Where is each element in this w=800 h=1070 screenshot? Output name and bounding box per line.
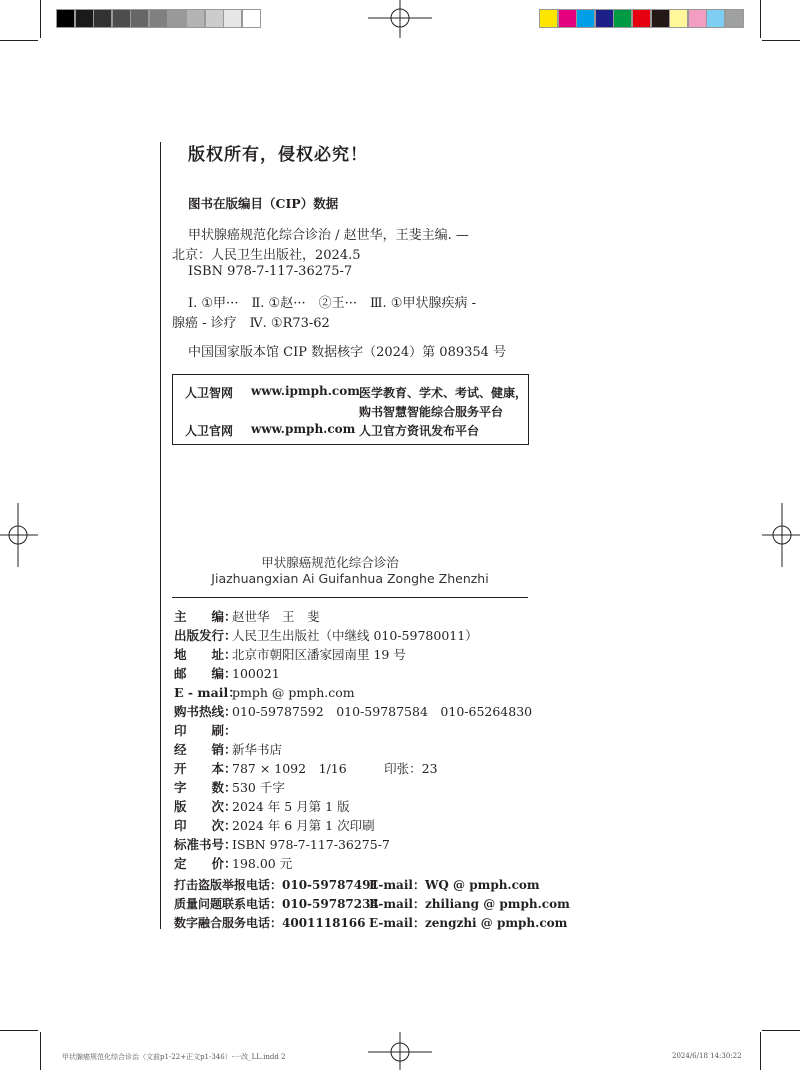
crop-mark-top-left-v	[40, 0, 41, 38]
color-swatch	[558, 9, 577, 28]
gray-swatch	[112, 9, 131, 28]
crop-mark-top-left-h	[0, 40, 38, 41]
detail-row	[174, 664, 280, 682]
title-divider	[172, 597, 528, 598]
detail-label: 印 次：	[174, 818, 237, 833]
detail-row	[174, 854, 292, 872]
color-swatch	[706, 9, 725, 28]
detail-row	[174, 721, 237, 739]
color-swatch	[576, 9, 595, 28]
gray-swatch	[168, 9, 187, 28]
registration-mark-bottom-icon	[368, 1032, 432, 1070]
crop-mark-bottom-right-v	[760, 1032, 761, 1070]
gray-swatch	[205, 9, 224, 28]
service-desc: 医学教育、学术、考试、健康，	[359, 386, 528, 400]
crop-mark-top-right-h	[762, 40, 800, 41]
detail-row	[174, 645, 406, 663]
detail-row	[174, 778, 285, 796]
detail-label: 定 价：	[174, 856, 237, 871]
contact-phone: 打击盗版举报电话：010-59787491	[174, 878, 379, 892]
detail-label: 版 次：	[174, 799, 237, 814]
rights-notice: 版权所有，侵权必究！	[188, 145, 368, 165]
cip-line: 甲状腺癌规范化综合诊治 / 赵世华，王斐主编. —	[188, 228, 469, 243]
gray-swatch	[186, 9, 205, 28]
detail-value: 787 × 1092 1/16 印张：23	[232, 761, 438, 776]
contact-row	[174, 914, 568, 931]
cip-line: 北京：人民卫生出版社，2024.5	[172, 248, 361, 263]
contact-email: E-mail：zengzhi @ pmph.com	[369, 916, 568, 930]
detail-row	[174, 740, 282, 758]
detail-label: 出版发行：	[174, 628, 237, 643]
service-desc: 购书智慧智能综合服务平台	[359, 405, 504, 419]
gray-swatch	[242, 9, 261, 28]
color-swatch	[651, 9, 670, 28]
detail-row	[174, 702, 532, 720]
detail-value: 100021	[232, 666, 280, 681]
margin-rule	[160, 142, 161, 929]
cip-heading: 图书在版编目（CIP）数据	[188, 196, 339, 211]
detail-label: 邮 编：	[174, 666, 237, 681]
detail-row	[174, 816, 375, 834]
registration-mark-top-icon	[368, 0, 432, 38]
service-name: 人卫官网	[185, 424, 234, 438]
detail-label: 主 编：	[174, 609, 237, 624]
service-info-box	[172, 374, 529, 445]
book-title-pinyin: Jiazhuangxian Ai Guifanhua Zonghe Zhenzhi	[211, 571, 489, 586]
gray-swatch	[56, 9, 75, 28]
slug-timestamp: 2024/6/18 14:30:22	[672, 1052, 742, 1060]
crop-mark-top-right-v	[760, 0, 761, 38]
gray-swatch	[75, 9, 94, 28]
color-swatch	[725, 9, 744, 28]
color-swatch	[669, 9, 688, 28]
crop-mark-bottom-left-v	[40, 1032, 41, 1070]
detail-row	[174, 835, 390, 853]
detail-label: 购书热线：	[174, 704, 237, 719]
contact-email: E-mail：zhiliang @ pmph.com	[369, 897, 570, 911]
color-swatch	[613, 9, 632, 28]
registration-mark-right-icon	[762, 503, 800, 567]
detail-value: 新华书店	[232, 742, 283, 757]
slug-filename: 甲状腺癌规范化综合诊治（文前p1-22+正文p1-346）-一改_LL.indd 2	[62, 1053, 286, 1061]
detail-label: 印 刷：	[174, 723, 237, 738]
detail-value: 198.00 元	[232, 856, 293, 871]
detail-value: 530 千字	[232, 780, 285, 795]
detail-label: 开 本：	[174, 761, 237, 776]
cip-line: 中国国家版本馆 CIP 数据核字（2024）第 089354 号	[188, 345, 507, 360]
detail-value: pmph @ pmph.com	[232, 685, 355, 700]
service-desc: 人卫官方资讯发布平台	[359, 424, 480, 438]
book-title: 甲状腺癌规范化综合诊治	[261, 555, 399, 570]
service-name: 人卫智网	[185, 386, 234, 400]
gray-swatch	[149, 9, 168, 28]
contact-row	[174, 895, 570, 912]
detail-value: 2024 年 5 月第 1 版	[232, 799, 350, 814]
service-url[interactable]: www.pmph.com	[251, 422, 356, 436]
gray-swatch	[93, 9, 112, 28]
detail-row	[174, 759, 438, 777]
color-swatch	[539, 9, 558, 28]
gray-swatch	[130, 9, 149, 28]
contact-phone: 数字融合服务电话：4001118166	[174, 916, 366, 930]
crop-mark-bottom-right-h	[762, 1030, 800, 1031]
color-swatch	[595, 9, 614, 28]
detail-row	[174, 683, 355, 701]
detail-label: 字 数：	[174, 780, 237, 795]
detail-row	[174, 626, 478, 644]
detail-row	[174, 607, 320, 625]
detail-value: 010-59787592 010-59787584 010-65264830	[232, 704, 533, 719]
contact-phone: 质量问题联系电话：010-59787234	[174, 897, 379, 911]
detail-value: 北京市朝阳区潘家园南里 19 号	[232, 647, 406, 662]
crop-mark-bottom-left-h	[0, 1030, 38, 1031]
detail-row	[174, 797, 350, 815]
detail-value: 人民卫生出版社（中继线 010-59780011）	[232, 628, 478, 643]
cip-line: ISBN 978-7-117-36275-7	[188, 264, 353, 279]
contact-row	[174, 876, 540, 893]
detail-value: ISBN 978-7-117-36275-7	[232, 837, 390, 852]
detail-label: 标准书号：	[174, 837, 237, 852]
contact-email: E-mail：WQ @ pmph.com	[369, 878, 540, 892]
detail-label: E - mail：	[174, 685, 241, 700]
color-swatch	[632, 9, 651, 28]
detail-value: 赵世华 王 斐	[232, 609, 320, 624]
cip-line: 腺癌 - 诊疗 Ⅳ. ①R73-62	[172, 316, 330, 331]
cip-line: Ⅰ. ①甲··· Ⅱ. ①赵··· ②王··· Ⅲ. ①甲状腺疾病 -	[188, 296, 476, 311]
gray-swatch	[223, 9, 242, 28]
detail-label: 地 址：	[174, 647, 237, 662]
detail-value: 2024 年 6 月第 1 次印刷	[232, 818, 375, 833]
detail-label: 经 销：	[174, 742, 237, 757]
service-url[interactable]: www.ipmph.com	[251, 384, 360, 398]
color-swatch	[688, 9, 707, 28]
